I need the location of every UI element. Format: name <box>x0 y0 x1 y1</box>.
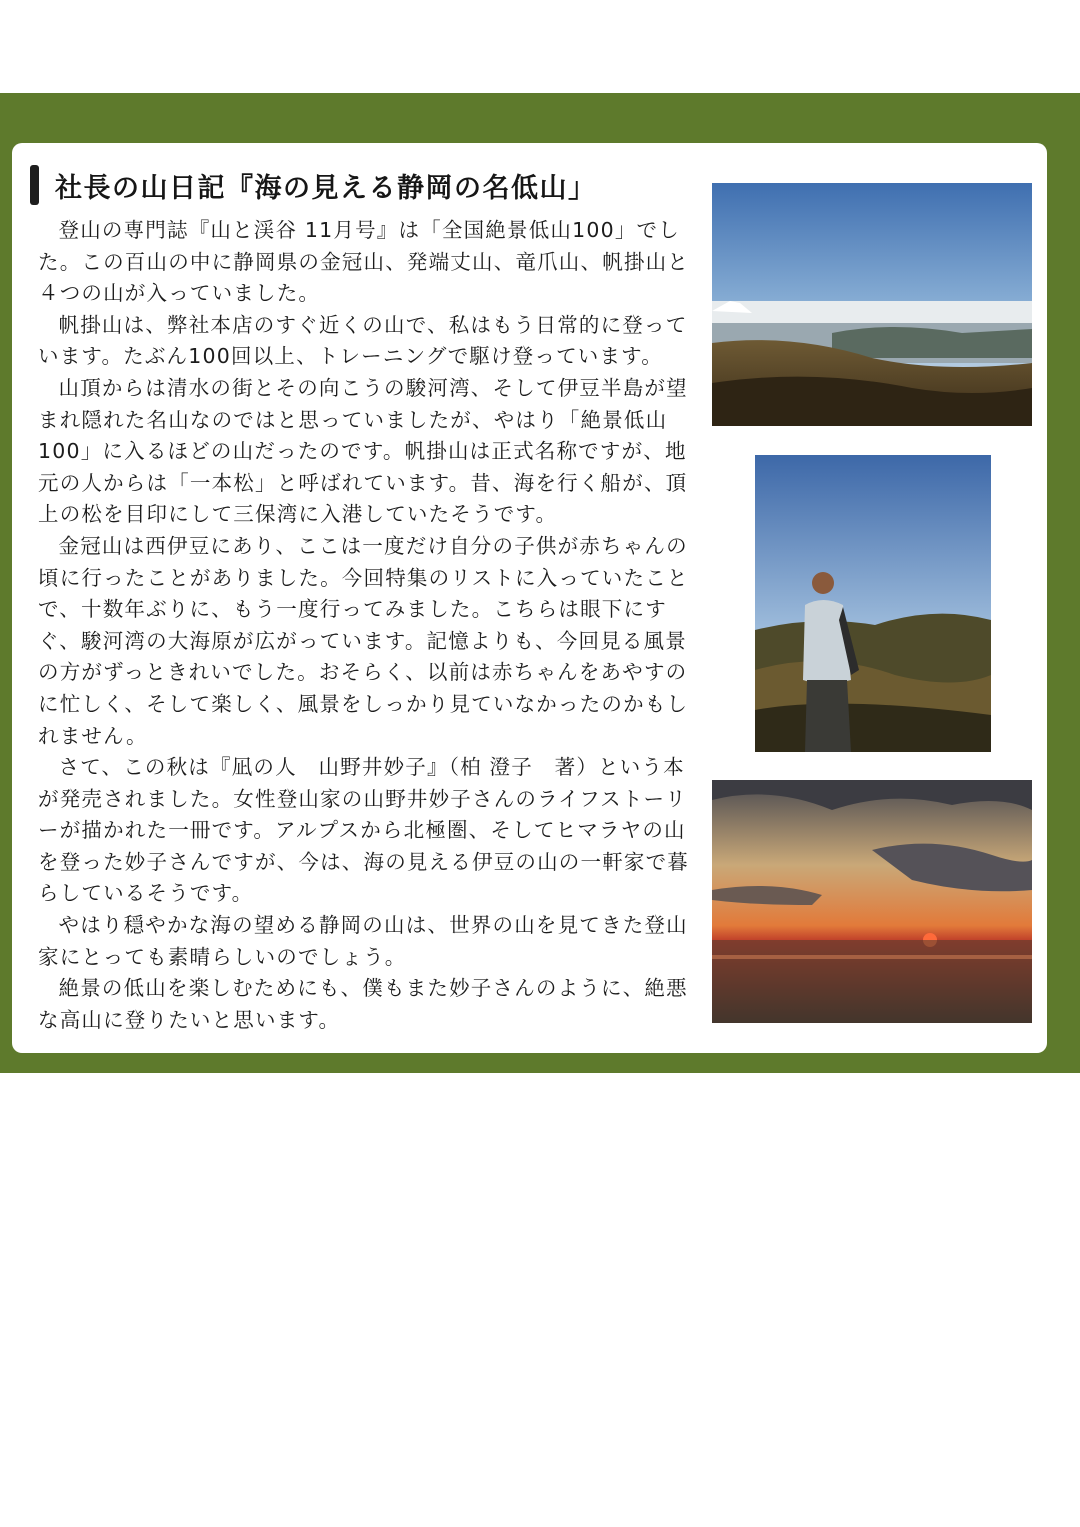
photo-sunset-sea <box>712 780 1032 1023</box>
photo-mountain-view <box>712 183 1032 426</box>
article-title: 社長の山日記『海の見える静岡の名低山」 <box>55 172 597 204</box>
paragraph-5: さて、この秋は『凪の人 山野井妙子』（柏 澄子 著）という本が発売されました。女性登山家の山野井妙子さんのライフストーリーが描かれた一冊です。アルプスから北極圏、そしてヒマラヤの山を登った妙子さんですが、今は、海の見える伊豆の山の一軒家で暮らしているそうです。 <box>38 755 689 906</box>
paragraph-4: 金冠山は西伊豆にあり、ここは一度だけ自分の子供が赤ちゃんの頃に行ったことがありました。今回特集のリストに入っていたことで、十数年ぶりに、もう一度行ってみました。こちらは眼下にすぐ、駿河湾の大海原が広がっています。記憶よりも、今回見る風景の方がずっときれいでした。おそらく、以前は赤ちゃんをあやすのに忙しく、そして楽しく、風景をしっかり見ていなかったのかもしれません。 <box>38 533 689 748</box>
article-body <box>38 215 698 1036</box>
paragraph-1: 登山の専門誌『山と渓谷 11月号』は「全国絶景低山100」でした。この百山の中に静岡県の金冠山、発端丈山、竜爪山、帆掛山と４つの山が入っていました。 <box>38 218 689 306</box>
paragraph-2: 帆掛山は、弊社本店のすぐ近くの山で、私はもう日常的に登っています。たぶん100回以上、トレーニングで駆け登っています。 <box>38 312 688 369</box>
photo-hiker-portrait <box>755 455 991 752</box>
paragraph-3: 山頂からは清水の街とその向こうの駿河湾、そして伊豆半島が望まれ隠れた名山なのではと思っていましたが、やはり「絶景低山100」に入るほどの山だったのです。帆掛山は正式名称ですが、地元の人からは「一本松」と呼ばれています。昔、海を行く船が、頂上の松を目印にして三保湾に入港していたそうです。 <box>38 375 688 527</box>
paragraph-6: やはり穏やかな海の望める静岡の山は、世界の山を見てきた登山家にとっても素晴らしいのでしょう。 <box>38 913 688 969</box>
heading-accent-bar <box>30 165 39 205</box>
article-heading <box>30 162 597 208</box>
paragraph-7: 絶景の低山を楽しむためにも、僕もまた妙子さんのように、絶悪な高山に登りたいと思います。 <box>38 976 688 1032</box>
